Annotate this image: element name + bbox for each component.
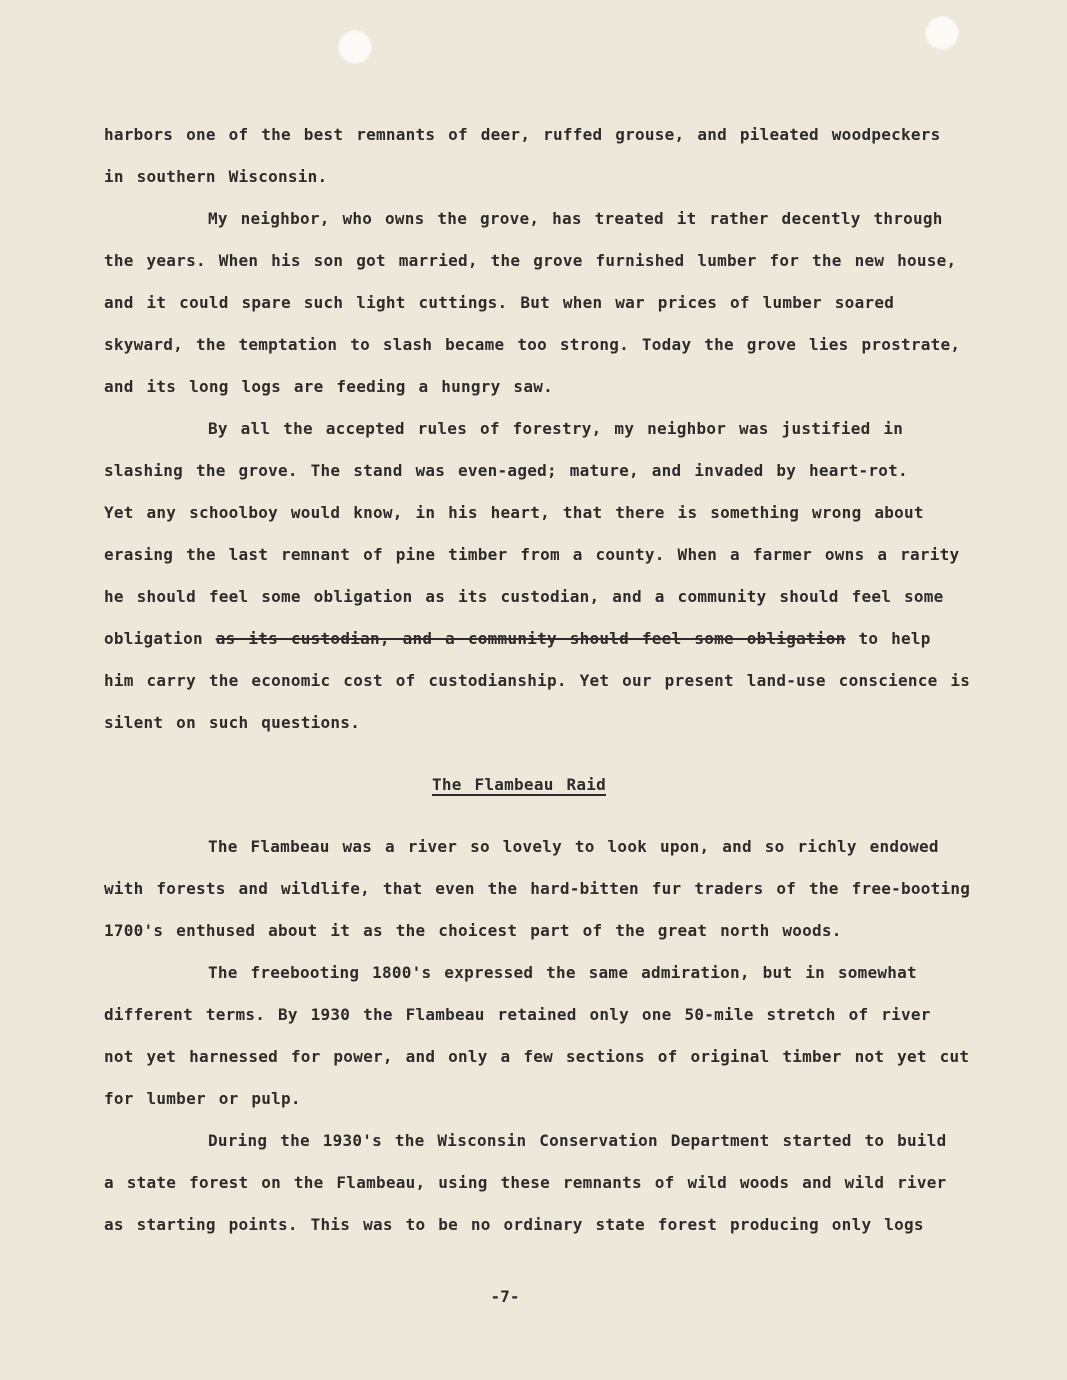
page-number: -7- <box>490 1287 520 1306</box>
text-line: My neighbor, who owns the grove, has treated it rather decently through <box>208 209 943 228</box>
text-line: Yet any schoolboy would know, in his heart, that there is something wrong about <box>104 503 924 522</box>
section-heading <box>104 764 934 806</box>
body-text <box>104 114 1024 1246</box>
text-line: 1700's enthused about it as the choicest part of the great north woods. <box>104 921 842 940</box>
text-line: in southern Wisconsin. <box>104 167 328 186</box>
text-line: the years. When his son got married, the grove furnished lumber for the new house, <box>104 251 957 270</box>
struck-through-text: as its custodian, and a community should feel some obligation <box>215 629 846 648</box>
text-line <box>104 618 1024 660</box>
text-line: and it could spare such light cuttings. But when war prices of lumber soared <box>104 293 895 312</box>
text-segment: obligation <box>104 629 216 648</box>
text-line: him carry the economic cost of custodianship. Yet our present land-use conscience is <box>104 671 971 690</box>
text-line: not yet harnessed for power, and only a few sections of original timber not yet cut <box>104 1047 970 1066</box>
text-line: a state forest on the Flambeau, using these remnants of wild woods and wild river <box>104 1173 947 1192</box>
punch-hole <box>338 30 372 64</box>
text-line: and its long logs are feeding a hungry saw. <box>104 377 553 396</box>
text-line: harbors one of the best remnants of deer, ruffed grouse, and pileated woodpeckers <box>104 125 941 144</box>
text-line: skyward, the temptation to slash became too strong. Today the grove lies prostrate, <box>104 335 961 354</box>
text-line: as starting points. This was to be no ordinary state forest producing only logs <box>104 1215 924 1234</box>
text-line: During the 1930's the Wisconsin Conservation Department started to build <box>208 1131 947 1150</box>
section-heading-text: The Flambeau Raid <box>431 775 606 794</box>
text-line: erasing the last remnant of pine timber from a county. When a farmer owns a rarity <box>104 545 960 564</box>
text-line: The freebooting 1800's expressed the same admiration, but in somewhat <box>208 963 917 982</box>
text-segment: to help <box>845 629 931 648</box>
text-line: By all the accepted rules of forestry, my neighbor was justified in <box>208 419 904 438</box>
punch-hole <box>925 16 959 50</box>
text-line: slashing the grove. The stand was even-aged; mature, and invaded by heart-rot. <box>104 461 908 480</box>
text-line: silent on such questions. <box>104 713 361 732</box>
text-line: for lumber or pulp. <box>104 1089 301 1108</box>
text-line: different terms. By 1930 the Flambeau retained only one 50-mile stretch of river <box>104 1005 931 1024</box>
text-line: The Flambeau was a river so lovely to look upon, and so richly endowed <box>208 837 939 856</box>
text-line: with forests and wildlife, that even the hard-bitten fur traders of the free-booting <box>104 879 971 898</box>
text-line: he should feel some obligation as its custodian, and a community should feel some <box>104 587 944 606</box>
